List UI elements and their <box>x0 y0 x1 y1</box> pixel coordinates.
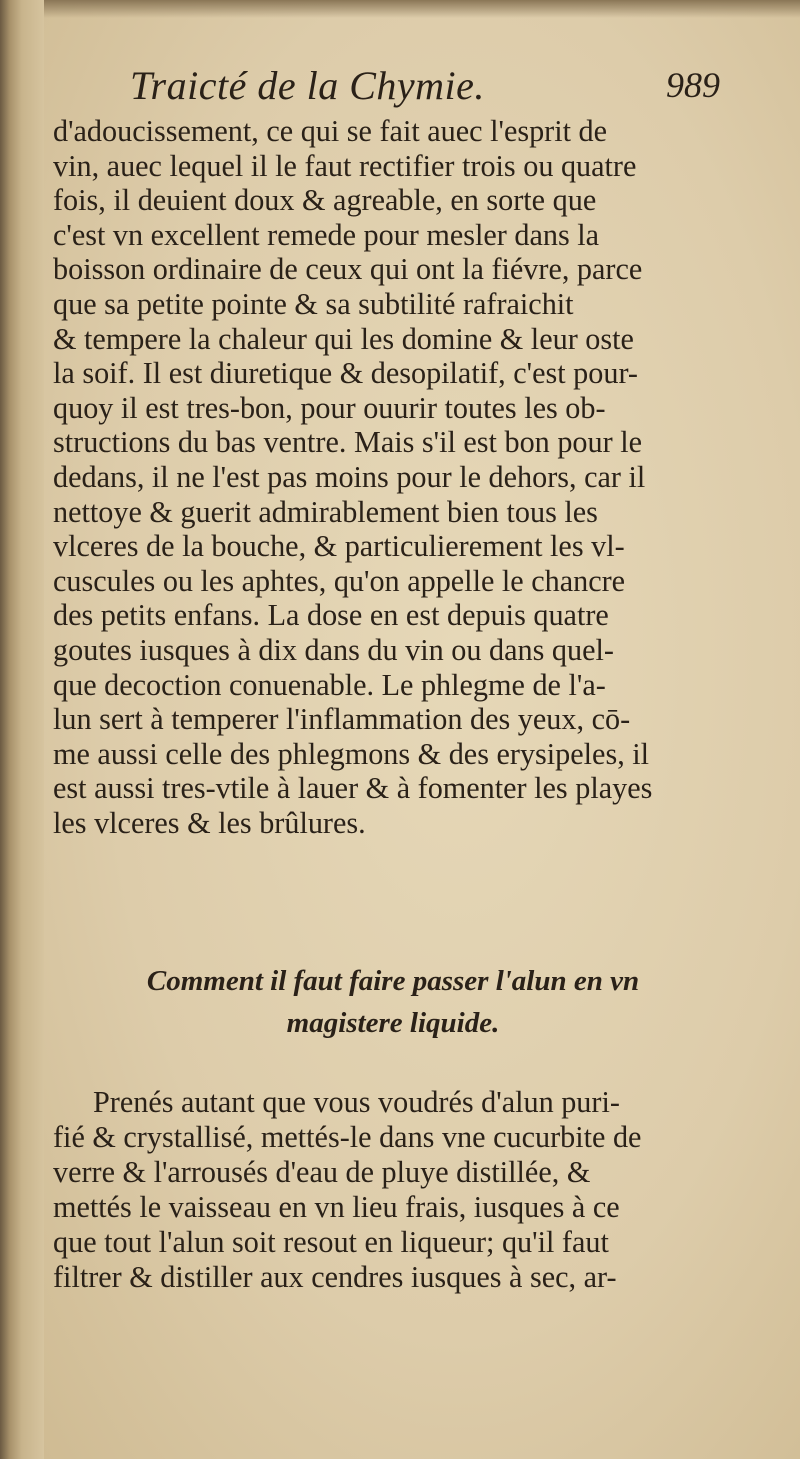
text-line: boisson ordinaire de ceux qui ont la fiévre, parce <box>53 252 643 287</box>
recipe-paragraph <box>53 1085 733 1295</box>
text-line: vlceres de la bouche, & particulierement les vl- <box>53 529 625 564</box>
body-paragraph <box>53 114 733 840</box>
text-line: mettés le vaisseau en vn lieu frais, iusques à ce <box>53 1190 620 1224</box>
text-line: goutes iusques à dix dans du vin ou dans quel- <box>53 632 614 667</box>
text-line: verre & l'arrousés d'eau de pluye distillée, & <box>53 1155 591 1189</box>
heading-line: Comment il faut faire passer l'alun en vn <box>146 965 640 997</box>
text-line: vin, auec lequel il le faut rectifier trois ou quatre <box>53 148 637 183</box>
text-line: d'adoucissement, ce qui se fait auec l'esprit de <box>53 114 608 148</box>
text-line: filtrer & distiller aux cendres iusques à sec, ar- <box>53 1260 617 1294</box>
text-line: que decoction conuenable. Le phlegme de l'a- <box>53 667 606 702</box>
running-title: Traicté de la Chymie. <box>130 63 485 108</box>
page-header <box>130 62 720 112</box>
text-line: des petits enfans. La dose en est depuis quatre <box>53 598 609 633</box>
text-line: dedans, il ne l'est pas moins pour le dehors, car il <box>53 459 646 494</box>
adjacent-page-edge <box>0 0 44 1459</box>
text-line: me aussi celle des phlegmons & des erysipeles, il <box>53 736 650 771</box>
text-line: cuscules ou les aphtes, qu'on appelle le chancre <box>53 563 626 598</box>
text-line: que sa petite pointe & sa subtilité rafraichit <box>53 286 574 321</box>
text-line: structions du bas ventre. Mais s'il est bon pour le <box>53 425 642 460</box>
section-heading <box>53 960 733 1044</box>
text-line: que tout l'alun soit resout en liqueur; qu'il faut <box>53 1225 609 1259</box>
text-line: lun sert à temperer l'inflammation des yeux, cō- <box>53 702 631 737</box>
text-line: c'est vn excellent remede pour mesler dans la <box>53 217 600 252</box>
text-line: nettoye & guerit admirablement bien tous les <box>53 494 598 529</box>
text-line: Prenés autant que vous voudrés d'alun puri- <box>93 1085 620 1119</box>
text-line: fois, il deuient doux & agreable, en sorte que <box>53 183 597 218</box>
page-top-shadow <box>44 0 800 18</box>
text-line: & tempere la chaleur qui les domine & leur oste <box>53 321 634 356</box>
text-line: la soif. Il est diuretique & desopilatif, c'est pour- <box>53 356 638 391</box>
text-line: quoy il est tres-bon, pour ouurir toutes les ob- <box>53 390 606 425</box>
page-number: 989 <box>666 65 720 105</box>
text-line: est aussi tres-vtile à lauer & à fomenter les playes <box>53 771 653 806</box>
heading-line: magistere liquide. <box>286 1007 500 1039</box>
text-line: fié & crystallisé, mettés-le dans vne cucurbite de <box>53 1120 642 1154</box>
text-line: les vlceres & les brûlures. <box>53 805 366 840</box>
